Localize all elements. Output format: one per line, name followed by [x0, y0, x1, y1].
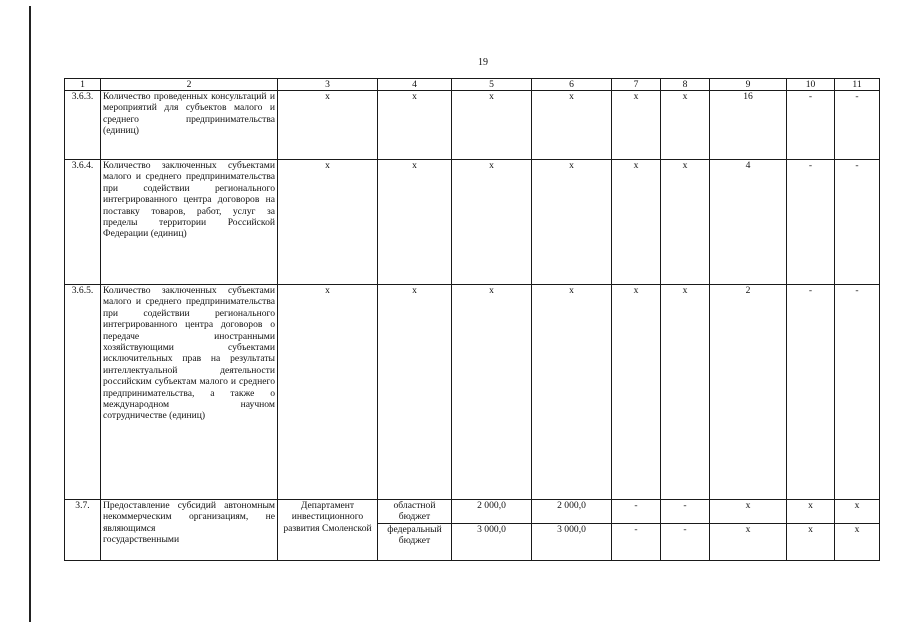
cell-col8: -	[661, 524, 710, 561]
column-header: 2	[101, 79, 278, 91]
column-header: 10	[787, 79, 835, 91]
cell-col9: 4	[710, 160, 787, 285]
cell-source: х	[378, 285, 452, 500]
column-header: 9	[710, 79, 787, 91]
column-header: 1	[65, 79, 101, 91]
cell-col9: 2	[710, 285, 787, 500]
indicator-name-last-line: государственными	[103, 534, 180, 546]
cell-col11: -	[835, 160, 880, 285]
cell-col8: х	[661, 91, 710, 160]
cell-col11: -	[835, 91, 880, 160]
cell-col8: -	[661, 500, 710, 524]
cell-col7: х	[612, 160, 661, 285]
cell-col7: -	[612, 500, 661, 524]
table-row	[65, 285, 880, 500]
column-header: 7	[612, 79, 661, 91]
cell-col10: х	[787, 500, 835, 524]
cell-source: х	[378, 160, 452, 285]
column-header: 6	[532, 79, 612, 91]
cell-col9: х	[710, 524, 787, 561]
indicator-name-last-line: Федерации (единиц)	[103, 228, 187, 240]
table-row	[65, 160, 880, 285]
indicator-name-last-line: сотрудничестве (единиц)	[103, 410, 206, 422]
table-row	[65, 500, 880, 524]
row-number: 3.6.4.	[65, 160, 101, 285]
cell-col6: 2 000,0	[532, 500, 612, 524]
cell-col10: -	[787, 285, 835, 500]
column-header: 11	[835, 79, 880, 91]
cell-col6: 3 000,0	[532, 524, 612, 561]
indicators-table	[64, 78, 880, 561]
cell-col11: -	[835, 285, 880, 500]
cell-col10: -	[787, 160, 835, 285]
indicator-name-text: Количество заключенных субъектами малого и среднего предпринимательства при содействии регионального интегрированного центра договоров о передаче иностранными хозяйствующими субъектами исключительных прав на результаты интеллектуальной деятельности российским субъектам малого и среднего предпринимательства, а также о международном научном	[103, 285, 275, 411]
cell-source: х	[378, 91, 452, 160]
column-number-row	[65, 79, 880, 91]
cell-source: федеральный бюджет	[378, 524, 452, 561]
cell-col5: х	[452, 91, 532, 160]
column-header: 8	[661, 79, 710, 91]
indicator-name	[101, 500, 278, 561]
cell-executor: Департамент инвестиционного развития Смоленской	[278, 500, 378, 561]
cell-executor: х	[278, 285, 378, 500]
left-margin-rule	[29, 6, 31, 622]
indicator-name-text: Предоставление субсидий автономным некоммерческим организациям, не являющимся	[103, 500, 275, 534]
page-number: 19	[478, 57, 488, 68]
table-row	[65, 91, 880, 160]
cell-executor: х	[278, 160, 378, 285]
cell-col11: х	[835, 500, 880, 524]
cell-col5: х	[452, 160, 532, 285]
indicator-name-last-line: (единиц)	[103, 125, 139, 137]
cell-col9: х	[710, 500, 787, 524]
cell-col7: -	[612, 524, 661, 561]
cell-col10: х	[787, 524, 835, 561]
cell-col8: х	[661, 160, 710, 285]
cell-col7: х	[612, 285, 661, 500]
cell-col9: 16	[710, 91, 787, 160]
cell-col7: х	[612, 91, 661, 160]
cell-col6: х	[532, 91, 612, 160]
indicator-name	[101, 285, 278, 500]
cell-col5: х	[452, 285, 532, 500]
indicator-name	[101, 91, 278, 160]
cell-col6: х	[532, 160, 612, 285]
row-number: 3.6.3.	[65, 91, 101, 160]
cell-col10: -	[787, 91, 835, 160]
cell-col8: х	[661, 285, 710, 500]
column-header: 5	[452, 79, 532, 91]
cell-source: областной бюджет	[378, 500, 452, 524]
column-header: 4	[378, 79, 452, 91]
row-number: 3.6.5.	[65, 285, 101, 500]
cell-col6: х	[532, 285, 612, 500]
cell-col5: 3 000,0	[452, 524, 532, 561]
indicator-name-text: Количество заключенных субъектами малого и среднего предпринимательства при содействии регионального интегрированного центра договоров на поставку товаров, работ, услуг за пределы территории Российской	[103, 160, 275, 229]
cell-col5: 2 000,0	[452, 500, 532, 524]
column-header: 3	[278, 79, 378, 91]
row-number: 3.7.	[65, 500, 101, 561]
indicator-name-text: Количество проведенных консультаций и мероприятий для субъектов малого и среднего предпринимательства	[103, 91, 275, 125]
cell-executor: х	[278, 91, 378, 160]
indicator-name	[101, 160, 278, 285]
cell-col11: х	[835, 524, 880, 561]
